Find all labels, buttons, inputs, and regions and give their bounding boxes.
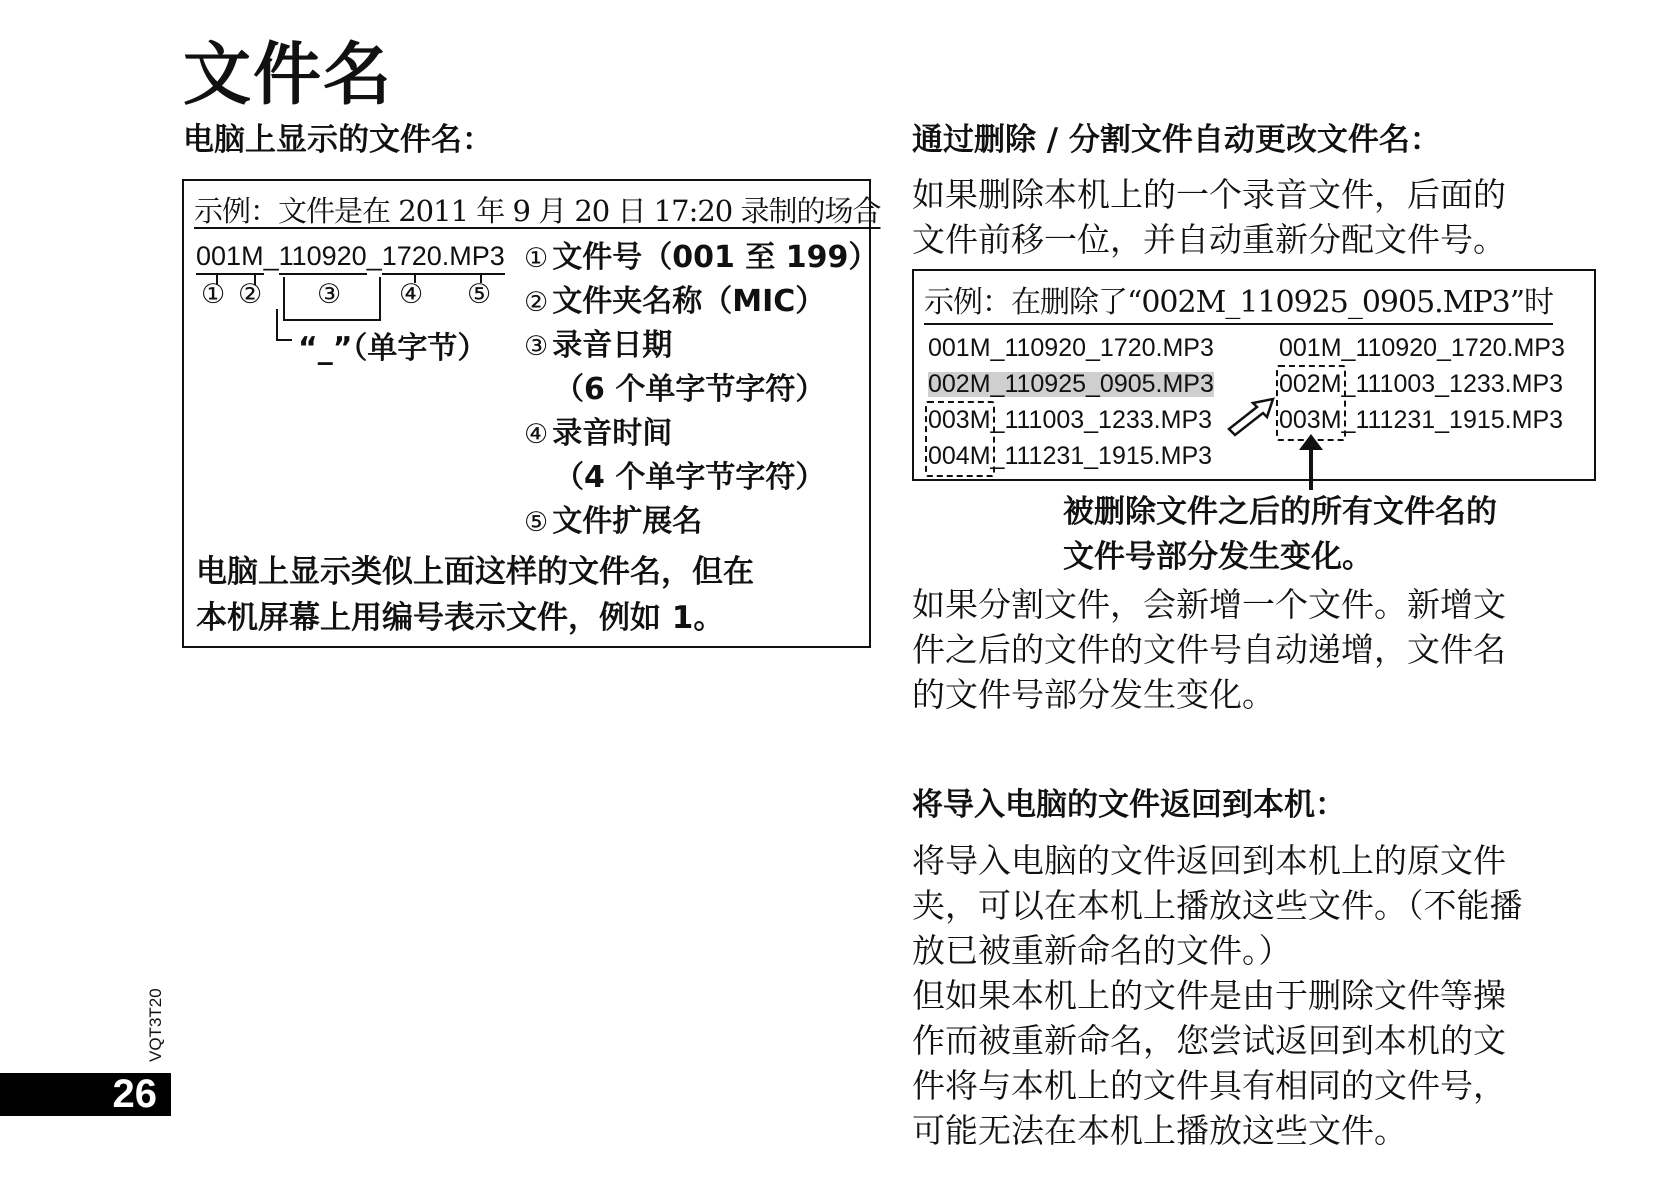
box-note-line: 电脑上显示类似上面这样的文件名，但在 [196, 554, 754, 590]
page-title: 文件名 [183, 36, 394, 115]
split-text-line: 如果分割文件，会新增一个文件。新增文 [912, 585, 1506, 624]
legend-marker: ④ [524, 419, 549, 450]
separator-connector-v [276, 309, 278, 341]
section2-line: 夹，可以在本机上播放这些文件。（不能播 [912, 886, 1523, 925]
date-bracket-right [379, 277, 381, 321]
marker-2: ② [238, 279, 263, 310]
before-file: 001M_110920_1720.MP3 [928, 334, 1214, 362]
legend-marker: ⑤ [524, 507, 549, 538]
filename-part-folder: M [241, 241, 264, 275]
date-bracket-left [283, 277, 285, 321]
section2-line: 作而被重新命名，您尝试返回到本机的文 [912, 1021, 1506, 1060]
section1-heading: 通过删除 / 分割文件自动更改文件名： [912, 122, 1441, 158]
legend-text: 文件夹名称（MIC） [552, 284, 826, 319]
doc-code: VQT3T20 [146, 988, 165, 1062]
before-file: 003M_111003_1233.MP3 [928, 406, 1213, 434]
separator-connector-h [276, 339, 292, 341]
after-file: 001M_110920_1720.MP3 [1279, 334, 1565, 362]
filename-part-time: 1720 [382, 241, 442, 275]
page-number-badge [0, 1073, 171, 1116]
section1-intro-line: 文件前移一位，并自动重新分配文件号。 [912, 220, 1506, 259]
example-title: 示例：在删除了“002M_110925_0905.MP3”时 [924, 277, 1553, 325]
marker-4: ④ [399, 279, 424, 310]
deleted-file: 002M_110925_0905.MP3 [928, 370, 1214, 398]
section2-line: 件将与本机上的文件具有相同的文件号， [912, 1066, 1506, 1105]
legend-item [524, 328, 673, 363]
marker-5: ⑤ [467, 279, 492, 310]
split-text-line: 件之后的文件的文件号自动递增，文件名 [912, 630, 1506, 669]
marker-3: ③ [317, 279, 342, 310]
legend-item [554, 460, 826, 495]
section2-line: 将导入电脑的文件返回到本机上的原文件 [912, 841, 1506, 880]
legend-item [524, 284, 826, 319]
filename-breakdown [196, 243, 505, 270]
legend-item [524, 416, 673, 451]
highlight-old-numbers [925, 401, 995, 477]
legend-text: （6 个单字节字符） [554, 372, 826, 407]
legend-text: 文件扩展名 [552, 504, 703, 539]
before-file: 004M_111231_1915.MP3 [928, 442, 1213, 470]
filename-part-sep1: _ [263, 241, 279, 271]
section2-line: 可能无法在本机上播放这些文件。 [912, 1111, 1407, 1150]
legend-marker: ① [524, 243, 549, 274]
legend-text: 录音时间 [552, 416, 673, 451]
legend-item [524, 504, 703, 539]
filename-part-number: 001 [196, 241, 241, 275]
legend-item [524, 240, 879, 275]
arrow-up-icon [1296, 432, 1326, 492]
arrow-right-icon [1227, 395, 1279, 437]
callout-line: 文件号部分发生变化。 [1063, 539, 1373, 575]
marker-1: ① [201, 279, 226, 310]
filename-part-ext: .MP3 [442, 241, 505, 275]
after-file: 003M_111231_1915.MP3 [1279, 406, 1564, 434]
legend-text: 录音日期 [552, 328, 673, 363]
box-note-line: 本机屏幕上用编号表示文件，例如 1。 [196, 600, 725, 636]
legend-text: 文件号（001 至 199） [552, 240, 879, 275]
section1-intro-line: 如果删除本机上的一个录音文件，后面的 [912, 175, 1506, 214]
example-title: 示例：文件是在 2011 年 9 月 20 日 17:20 录制的场合 [194, 194, 881, 228]
callout-line: 被删除文件之后的所有文件名的 [1063, 494, 1497, 530]
filename-part-date: 110920 [279, 241, 367, 275]
page-number: 26 [112, 1072, 157, 1116]
left-subtitle: 电脑上显示的文件名： [183, 122, 493, 158]
split-text-line: 的文件号部分发生变化。 [912, 675, 1275, 714]
example-box-filename [182, 179, 881, 648]
section2-line: 但如果本机上的文件是由于删除文件等操 [912, 976, 1506, 1015]
example-box-delete [912, 269, 1596, 481]
legend-text: （4 个单字节字符） [554, 460, 826, 495]
highlight-new-numbers [1276, 365, 1346, 441]
date-bracket-bottom [283, 319, 381, 321]
section2-heading: 将导入电脑的文件返回到本机： [912, 787, 1346, 823]
after-file: 002M_111003_1233.MP3 [1279, 370, 1564, 398]
section2-line: 放已被重新命名的文件。） [912, 931, 1292, 970]
legend-marker: ② [524, 287, 549, 318]
legend-item [554, 372, 826, 407]
separator-note: “_”（单字节） [298, 331, 488, 366]
legend-marker: ③ [524, 331, 549, 362]
filename-part-sep2: _ [366, 241, 382, 271]
